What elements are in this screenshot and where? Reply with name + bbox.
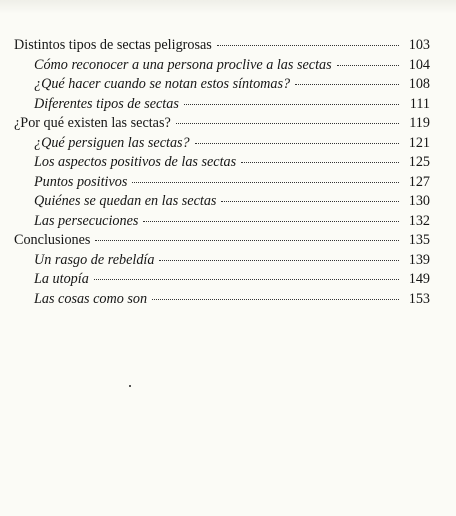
toc-entry-title: La utopía xyxy=(34,271,89,287)
toc-entry-title: Diferentes tipos de sectas xyxy=(34,95,179,112)
dot-leader xyxy=(295,84,399,85)
toc-entry xyxy=(14,115,430,135)
toc-entry-page: 149 xyxy=(408,271,430,287)
print-speck xyxy=(129,385,131,387)
toc-entry-title: Distintos tipos de sectas peligrosas xyxy=(14,37,212,53)
toc-entry-page: 119 xyxy=(409,115,430,131)
toc-entry xyxy=(14,174,430,194)
toc-entry-title: Conclusiones xyxy=(14,232,91,248)
dot-leader xyxy=(132,182,399,183)
toc-entry-page: 127 xyxy=(408,173,430,190)
toc-entry xyxy=(14,291,430,311)
toc-entry-title: Cómo reconocer a una persona proclive a las sectas xyxy=(34,56,332,73)
toc-entry-title: ¿Por qué existen las sectas? xyxy=(14,115,171,131)
toc-entry-page: 125 xyxy=(408,154,430,170)
toc-entry-page: 135 xyxy=(408,232,430,248)
toc-entry-title: Los aspectos positivos de las sectas xyxy=(34,154,237,170)
dot-leader xyxy=(217,45,399,46)
toc-entry xyxy=(14,57,430,77)
toc-entry-page: 132 xyxy=(408,212,430,229)
dot-leader xyxy=(152,299,399,300)
toc-entry-page: 121 xyxy=(408,134,430,151)
dot-leader xyxy=(176,123,399,124)
table-of-contents xyxy=(14,37,430,310)
toc-entry xyxy=(14,213,430,233)
toc-entry-page: 130 xyxy=(408,193,430,209)
toc-entry-page: 104 xyxy=(408,56,430,73)
toc-entry-title: Las persecuciones xyxy=(34,212,139,229)
toc-entry-page: 139 xyxy=(408,251,430,268)
toc-entry-page: 103 xyxy=(408,37,430,53)
dot-leader xyxy=(221,201,399,202)
toc-entry-title: ¿Qué hacer cuando se notan estos síntomas? xyxy=(34,76,291,92)
toc-entry-page: 111 xyxy=(409,95,430,112)
dot-leader xyxy=(195,143,399,144)
toc-entry-page: 108 xyxy=(408,76,430,92)
toc-entry xyxy=(14,96,430,116)
dot-leader xyxy=(337,65,399,66)
dot-leader xyxy=(184,104,399,105)
page-top-edge xyxy=(0,0,456,14)
toc-entry xyxy=(14,193,430,213)
dot-leader xyxy=(95,240,399,241)
toc-entry xyxy=(14,271,430,291)
toc-entry xyxy=(14,37,430,57)
dot-leader xyxy=(94,279,399,280)
toc-entry xyxy=(14,76,430,96)
dot-leader xyxy=(241,162,399,163)
toc-entry xyxy=(14,232,430,252)
toc-entry-page: 153 xyxy=(408,290,430,307)
toc-entry-title: ¿Qué persiguen las sectas? xyxy=(34,134,190,151)
toc-entry-title: Un rasgo de rebeldía xyxy=(34,251,155,268)
dot-leader xyxy=(159,260,399,261)
dot-leader xyxy=(143,221,399,222)
toc-entry xyxy=(14,252,430,272)
toc-entry xyxy=(14,154,430,174)
toc-entry xyxy=(14,135,430,155)
toc-entry-title: Las cosas como son xyxy=(34,290,148,307)
toc-entry-title: Puntos positivos xyxy=(34,173,128,190)
toc-entry-title: Quiénes se quedan en las sectas xyxy=(34,193,217,209)
